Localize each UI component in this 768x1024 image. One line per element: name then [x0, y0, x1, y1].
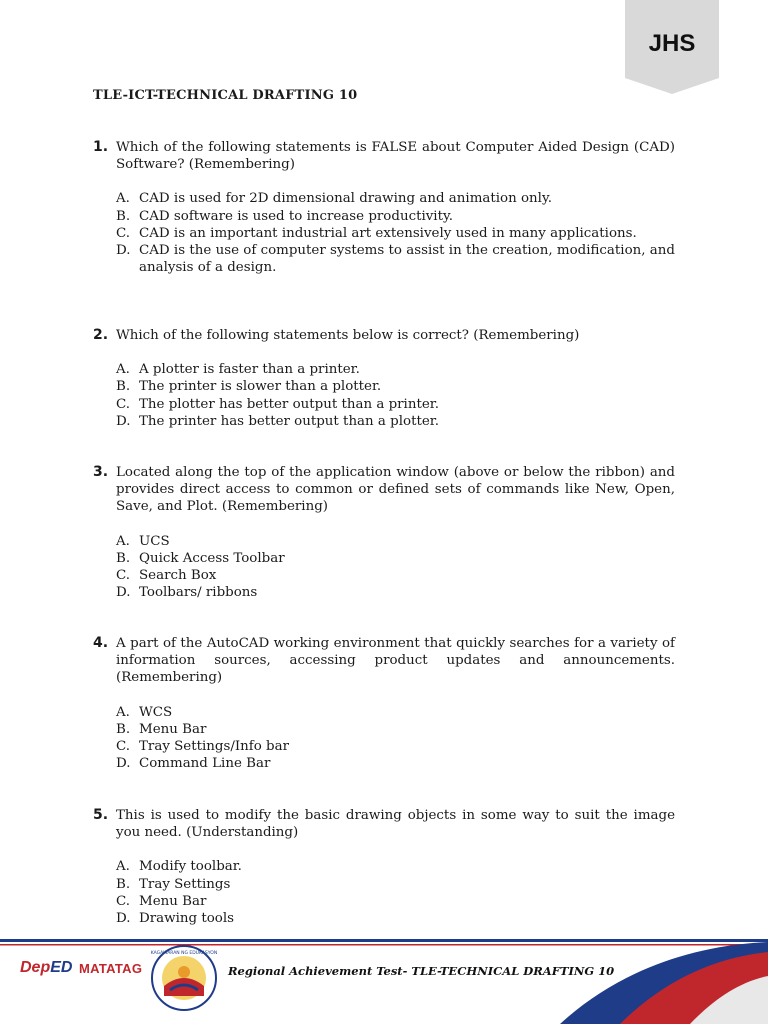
- option: A. UCS: [116, 533, 170, 549]
- option: A. Modify toolbar.: [116, 859, 242, 875]
- question-3: [93, 464, 675, 601]
- question-text: This is used to modify the basic drawing objects in some way to suit the image you need. (Understanding): [116, 808, 675, 841]
- question-text: Which of the following statements is FALSE about Computer Aided Design (CAD) Software? (Remembering): [116, 140, 675, 173]
- option: B. CAD software is used to increase productivity.: [116, 208, 453, 224]
- question-text: Which of the following statements below is correct? (Remembering): [116, 328, 580, 343]
- option-list: [116, 704, 675, 773]
- question-number: 5.: [93, 807, 109, 823]
- option: D. The printer has better output than a plotter.: [116, 413, 439, 429]
- option: A. CAD is used for 2D dimensional drawing and animation only.: [116, 191, 552, 207]
- option: B. Tray Settings: [116, 876, 231, 892]
- question-5: [93, 807, 675, 927]
- option: C. CAD is an important industrial art extensively used in many applications.: [116, 225, 637, 241]
- option: C. Search Box: [116, 568, 217, 584]
- option-list: [116, 533, 675, 602]
- option: B. Menu Bar: [116, 721, 207, 737]
- jhs-badge: [625, 0, 719, 94]
- option: D. Toolbars/ ribbons: [116, 585, 258, 601]
- deped-seal: [150, 944, 218, 1012]
- svg-text:KAGAWARAN NG EDUKASYON: KAGAWARAN NG EDUKASYON: [150, 951, 218, 956]
- question-4: [93, 635, 675, 772]
- option-list: [116, 858, 675, 927]
- question-2: [93, 327, 675, 430]
- jhs-label: JHS: [648, 30, 696, 57]
- option: C. Tray Settings/Info bar: [116, 739, 290, 755]
- option: A. A plotter is faster than a printer.: [116, 362, 360, 378]
- deped-logo: DepED: [20, 959, 73, 976]
- question-number: 4.: [93, 635, 109, 651]
- question-number: 1.: [93, 139, 109, 155]
- footer-band: [0, 938, 768, 1024]
- question-text: A part of the AutoCAD working environment that quickly searches for a variety of information sources, accessing product updates and announcements. (Remembering): [116, 636, 675, 686]
- footer-title: Regional Achievement Test- TLE-TECHNICAL DRAFTING 10: [228, 964, 615, 978]
- subject-title: TLE-ICT-TECHNICAL DRAFTING 10: [93, 88, 358, 103]
- option: A. WCS: [116, 704, 173, 720]
- question-number: 3.: [93, 464, 109, 480]
- option-list: [116, 361, 675, 430]
- option: B. The printer is slower than a plotter.: [116, 379, 382, 395]
- option: D. CAD is the use of computer systems to assist in the creation, modification, and analysis of a design.: [116, 243, 675, 276]
- question-text: Located along the top of the application window (above or below the ribbon) and provides direct access to common or defined sets of commands like New, Open, Save, and Plot. (Remembering): [116, 465, 675, 515]
- option: D. Drawing tools: [116, 911, 234, 927]
- option: C. Menu Bar: [116, 893, 207, 909]
- option: C. The plotter has better output than a printer.: [116, 396, 439, 412]
- matatag-logo: MATATAG: [79, 961, 143, 976]
- option: B. Quick Access Toolbar: [116, 550, 285, 566]
- option: D. Command Line Bar: [116, 756, 271, 772]
- question-1: [93, 139, 675, 276]
- option-list: [116, 190, 675, 276]
- question-number: 2.: [93, 327, 109, 343]
